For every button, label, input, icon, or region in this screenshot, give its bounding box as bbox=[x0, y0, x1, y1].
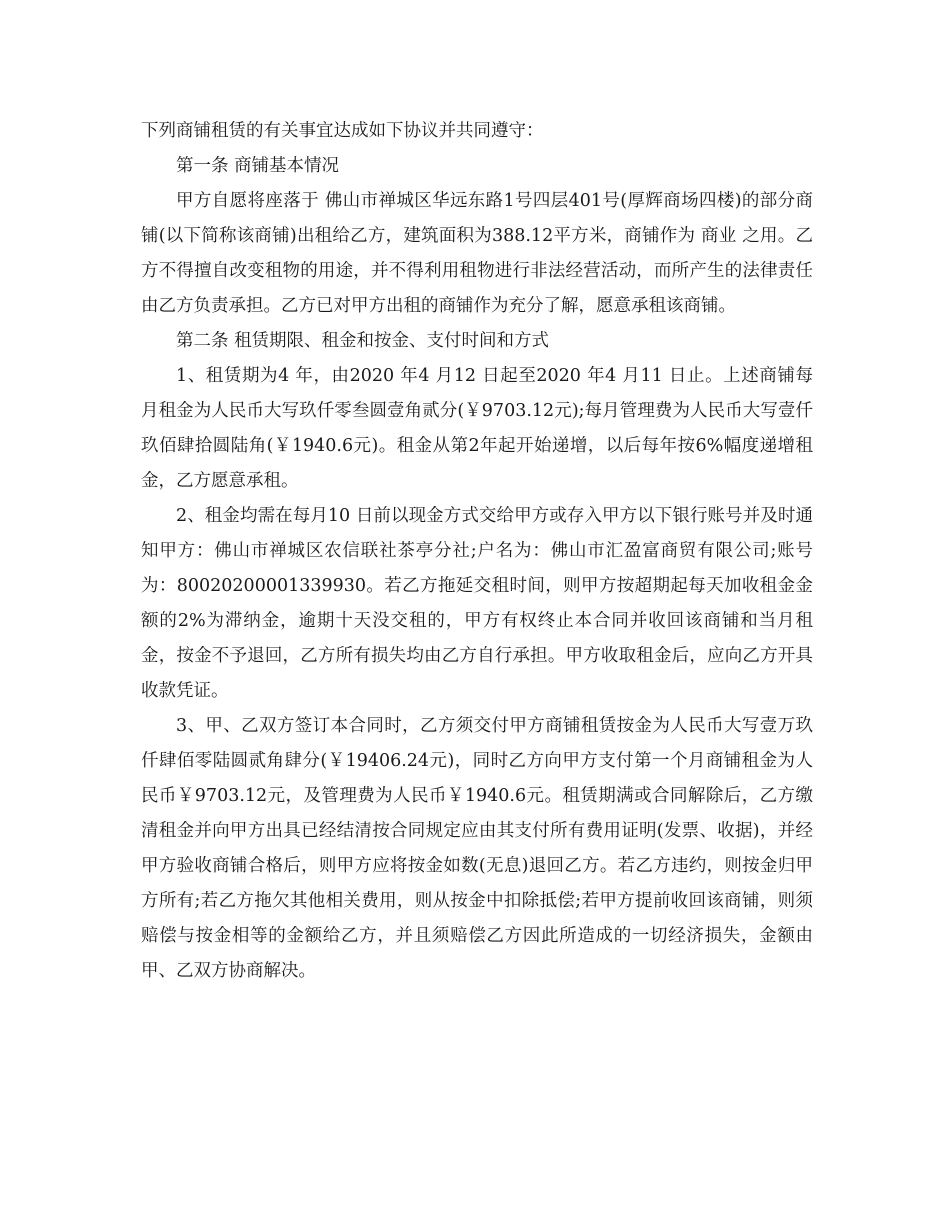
article-2-clause-1: 1、租赁期为4 年，由2020 年4 月12 日起至2020 年4 月11 日止。上述商铺每月租金为人民币大写玖仟零叁圆壹角贰分(￥9703.12元);每月管理费为人民币大写壹仟玖佰肆拾圆陆角(￥1940.6元)。租金从第2年起开始递增，以后每年按6%幅度递增租金，乙方愿意承租。 bbox=[141, 366, 813, 491]
article-2-clause-3: 3、甲、乙双方签订本合同时，乙方须交付甲方商铺租赁按金为人民币大写壹万玖仟肆佰零陆圆贰角肆分(￥19406.24元)，同时乙方向甲方支付第一个月商铺租金为人民币￥9703.12元，及管理费为人民币￥1940.6元。租赁期满或合同解除后，乙方缴清租金并向甲方出具已经结清按合同规定应由其支付所有费用证明(发票、收据)，并经甲方验收商铺合格后，则甲方应将按金如数(无息)退回乙方。若乙方违约，则按金归甲方所有;若乙方拖欠其他相关费用，则从按金中扣除抵偿;若甲方提前收回该商铺，则须赔偿与按金相等的金额给乙方，并且须赔偿乙方因此所造成的一切经济损失，金额由甲、乙双方协商解决。 bbox=[141, 716, 813, 981]
article-1-body: 甲方自愿将座落于 佛山市禅城区华远东路1号四层401号(厚辉商场四楼)的部分商铺(以下简称该商铺)出租给乙方，建筑面积为388.12平方米，商铺作为 商业 之用。乙方不得擅自改变租物的用途，并不得利用租物进行非法经营活动，而所产生的法律责任由乙方负责承担。乙方已对甲方出租的商铺作为充分了解，愿意承租该商铺。 bbox=[141, 191, 813, 316]
paragraph-intro: 下列商铺租赁的有关事宜达成如下协议并共同遵守： bbox=[141, 121, 544, 141]
article-2-clause-2: 2、租金均需在每月10 日前以现金方式交给甲方或存入甲方以下银行账号并及时通知甲方：佛山市禅城区农信联社茶亭分社;户名为：佛山市汇盈富商贸有限公司;账号为：80020200001339930。若乙方拖延交租时间，则甲方按超期起每天加收租金金额的2%为滞纳金，逾期十天没交租的，甲方有权终止本合同并收回该商铺和当月租金，按金不予退回，乙方所有损失均由乙方自行承担。甲方收取租金后，应向乙方开具收款凭证。 bbox=[141, 506, 813, 701]
article-2-heading: 第二条 租赁期限、租金和按金、支付时间和方式 bbox=[176, 331, 550, 351]
document-body bbox=[141, 114, 813, 989]
article-1-heading: 第一条 商铺基本情况 bbox=[176, 156, 340, 176]
